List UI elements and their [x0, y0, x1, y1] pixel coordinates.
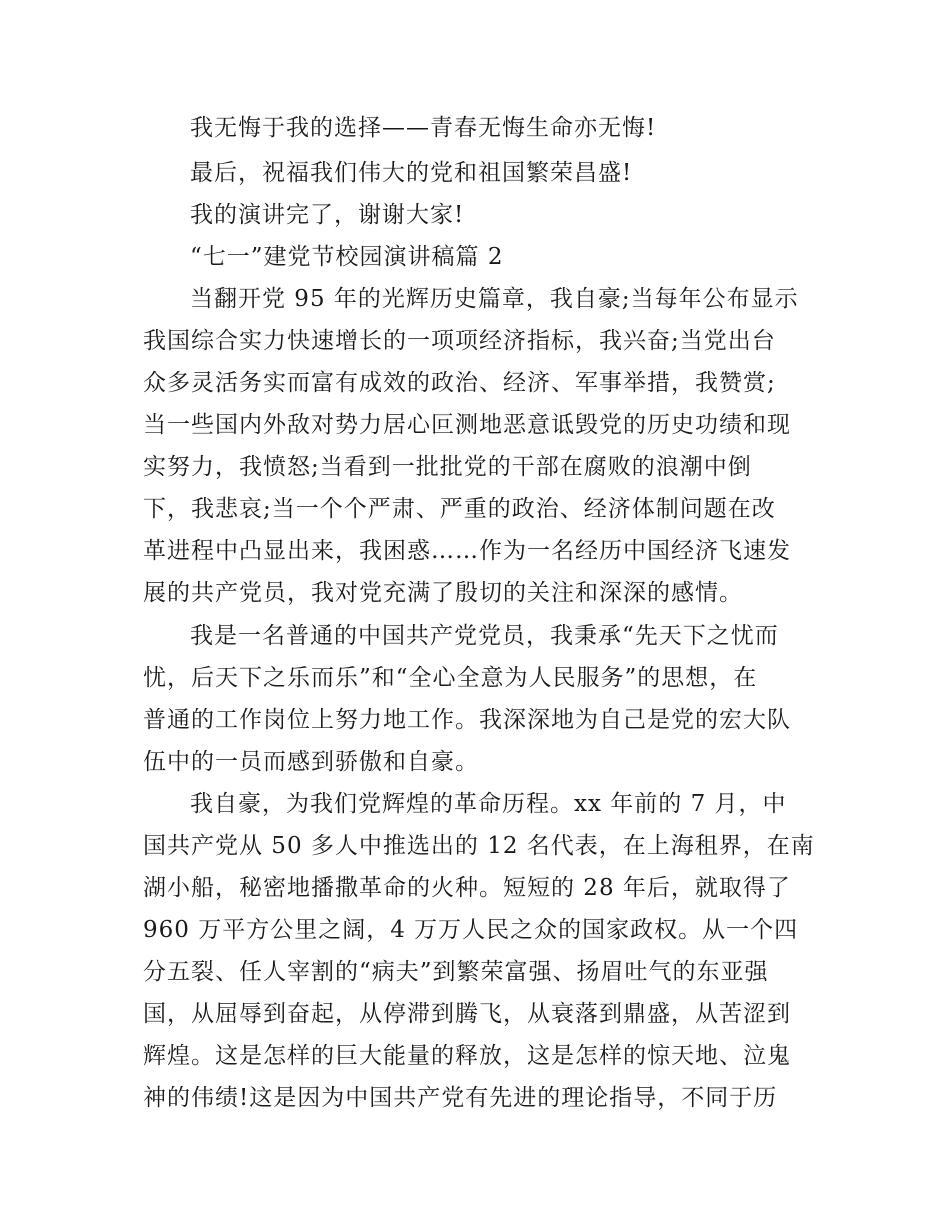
paragraph-line: 当翻开党 95 年的光辉历史篇章，我自豪;当每年公布显示	[190, 286, 799, 312]
paragraph-line: 辉煌。这是怎样的巨大能量的释放，这是怎样的惊天地、泣鬼	[143, 1043, 791, 1069]
paragraph-line: 我国综合实力快速增长的一项项经济指标，我兴奋;当党出台	[143, 328, 776, 354]
paragraph-line: 普通的工作岗位上努力地工作。我深深地为自己是党的宏大队	[143, 707, 791, 733]
paragraph-line: 国共产党从 50 多人中推选出的 12 名代表，在上海租界，在南	[143, 833, 815, 859]
paragraph-line: 湖小船，秘密地播撒革命的火种。短短的 28 年后，就取得了	[143, 875, 791, 901]
paragraph-line: 当一些国内外敌对势力居心叵测地恶意诋毁党的历史功绩和现	[143, 412, 791, 438]
paragraph-line: 我是一名普通的中国共产党党员，我秉承“先天下之忧而	[190, 623, 779, 649]
section-heading: “七一”建党节校园演讲稿篇 2	[190, 244, 504, 270]
paragraph-line: 忧，后天下之乐而乐”和“全心全意为人民服务”的思想，在	[143, 665, 758, 691]
paragraph-line: 我自豪，为我们党辉煌的革命历程。xx 年前的 7 月，中	[190, 791, 787, 817]
paragraph-line: 我无悔于我的选择——青春无悔生命亦无悔!	[190, 115, 657, 141]
paragraph-line: 下，我悲哀;当一个个严肃、严重的政治、经济体制问题在改	[143, 496, 776, 522]
paragraph-line: 革进程中凸显出来，我困惑……作为一名经历中国经济飞速发	[143, 538, 791, 564]
paragraph-line: 众多灵活务实而富有成效的政治、经济、军事举措，我赞赏;	[143, 370, 776, 396]
paragraph-line: 我的演讲完了，谢谢大家!	[190, 202, 465, 228]
paragraph-line: 最后，祝福我们伟大的党和祖国繁荣昌盛!	[190, 160, 633, 186]
paragraph-line: 展的共产党员，我对党充满了殷切的关注和深深的感情。	[143, 580, 743, 606]
paragraph-line: 960 万平方公里之阔，4 万万人民之众的国家政权。从一个四	[143, 917, 799, 943]
paragraph-line: 国，从屈辱到奋起，从停滞到腾飞，从衰落到鼎盛，从苦涩到	[143, 1001, 791, 1027]
paragraph-line: 伍中的一员而感到骄傲和自豪。	[143, 749, 479, 775]
paragraph-line: 神的伟绩!这是因为中国共产党有先进的理论指导，不同于历	[143, 1085, 778, 1111]
paragraph-line: 实努力，我愤怒;当看到一批批党的干部在腐败的浪潮中倒	[143, 454, 752, 480]
paragraph-line: 分五裂、任人宰割的“病夫”到繁荣富强、扬眉吐气的东亚强	[143, 959, 769, 985]
